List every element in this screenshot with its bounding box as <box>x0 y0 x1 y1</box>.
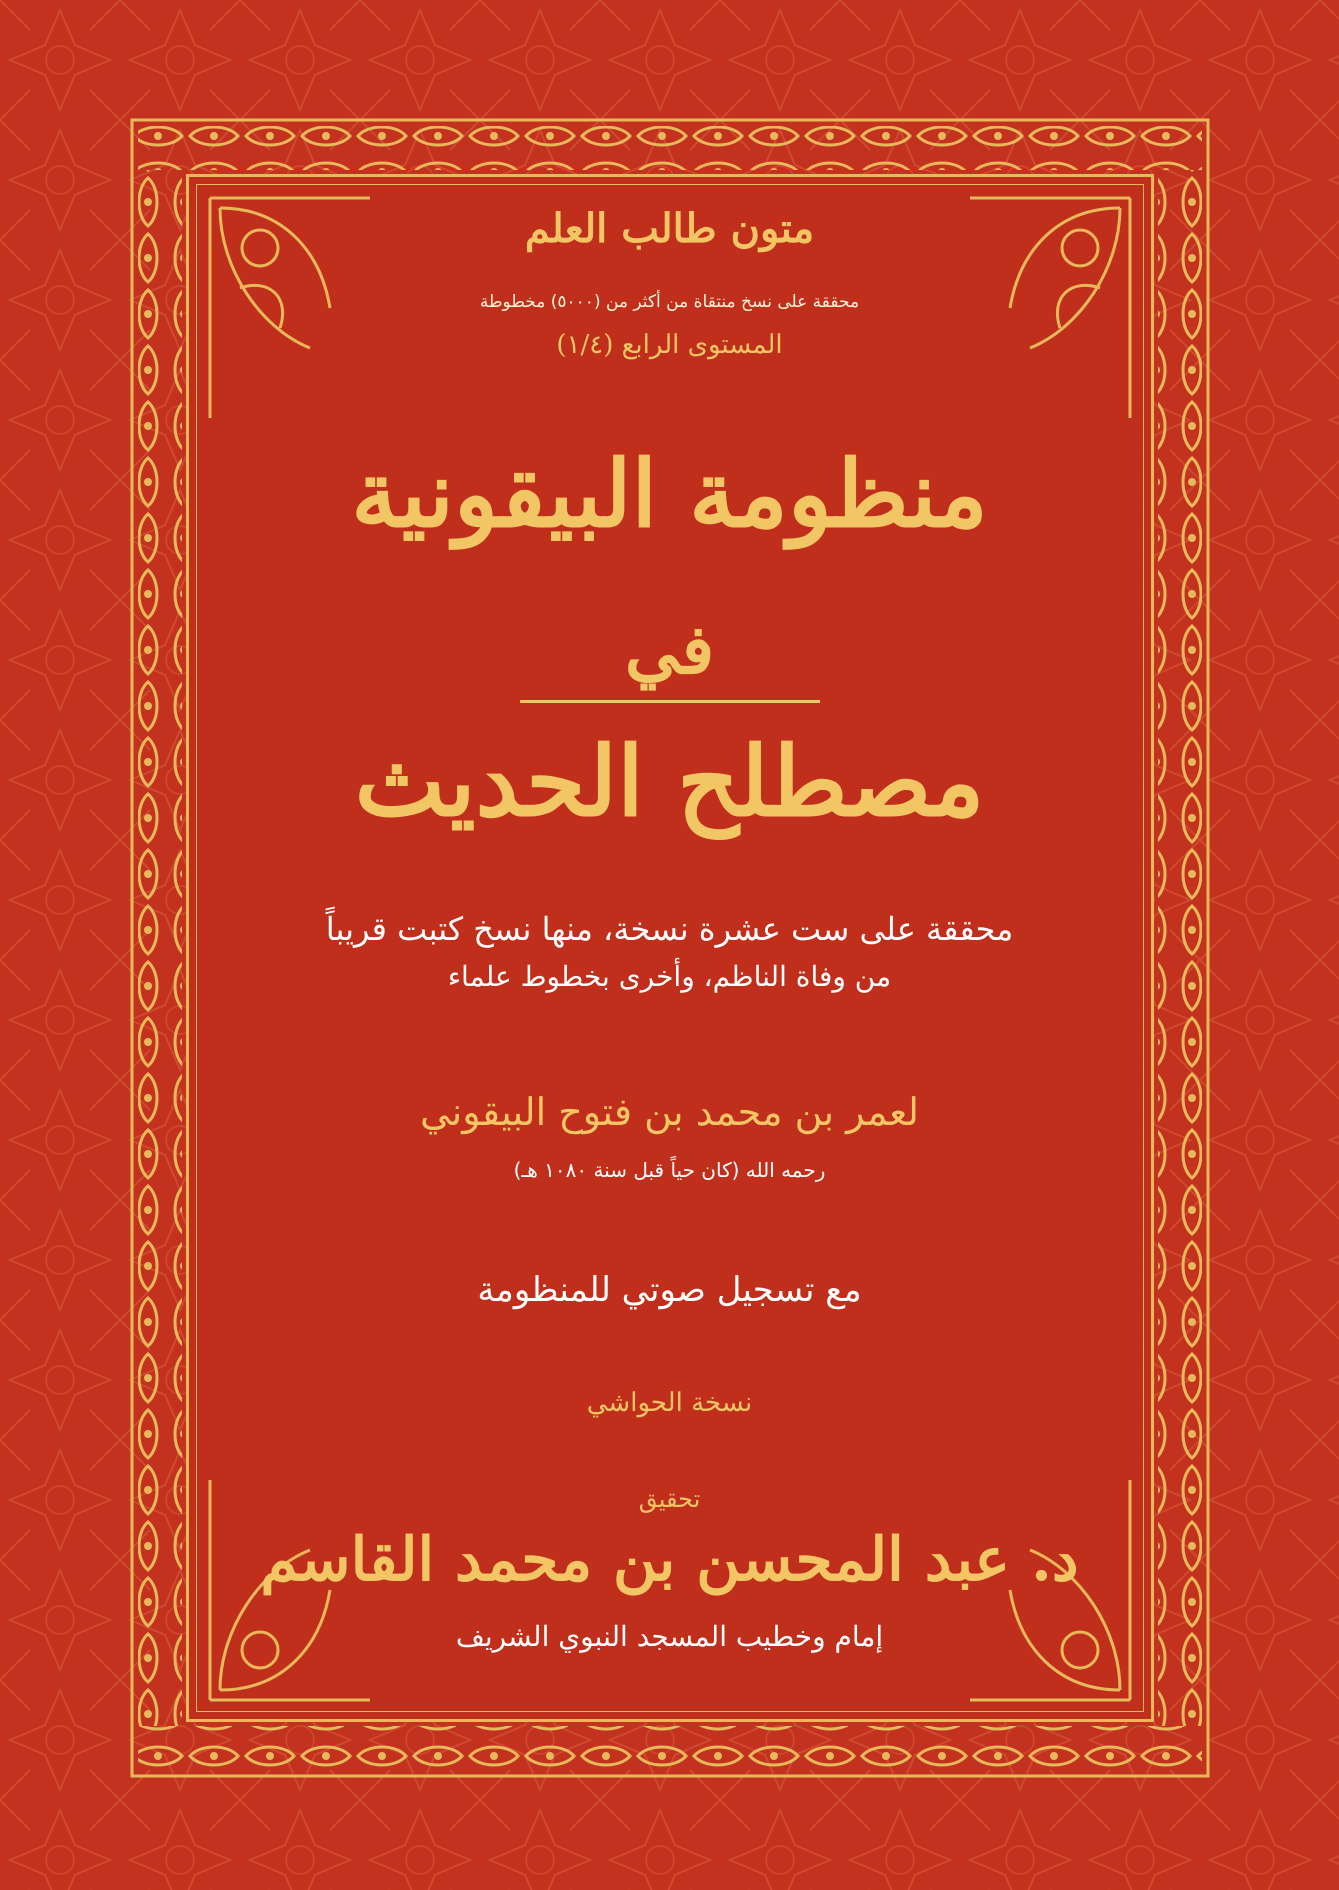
description-line-2: من وفاة الناظم، وأخرى بخطوط علماء <box>447 960 892 993</box>
editor-role: إمام وخطيب المسجد النبوي الشريف <box>455 1620 884 1653</box>
edition-label: نسخة الحواشي <box>586 1388 753 1418</box>
description-line-1: محققة على ست عشرة نسخة، منها نسخ كتبت قريباً <box>325 910 1014 948</box>
editor-name: د. عبد المحسن بن محمد القاسم <box>260 1525 1079 1595</box>
series-subtitle: محققة على نسخ منتقاة من أكثر من (٥٠٠٠) مخطوطة <box>479 292 860 312</box>
author-note: رحمه الله (كان حياً قبل سنة ١٠٨٠ هـ) <box>513 1158 826 1182</box>
audio-note: مع تسجيل صوتي للمنظومة <box>477 1270 862 1310</box>
book-subject: مصطلح الحديث <box>354 725 985 838</box>
title-divider <box>520 700 820 703</box>
series-title: متون طالب العلم <box>524 205 815 252</box>
author-name: لعمر بن محمد بن فتوح البيقوني <box>419 1090 919 1134</box>
book-title: منظومة البيقونية <box>351 440 988 548</box>
title-connector: في <box>624 610 715 690</box>
series-level: المستوى الرابع (١/٤) <box>556 330 783 360</box>
tahqiq-label: تحقيق <box>638 1485 701 1513</box>
